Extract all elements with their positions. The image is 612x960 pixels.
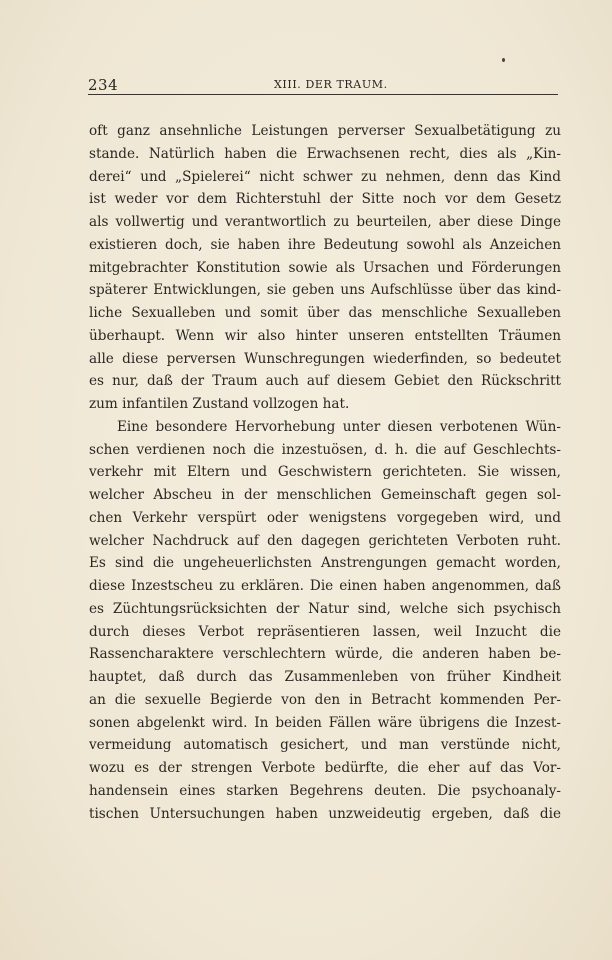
header-rule: [88, 94, 558, 95]
text-line: liche Sexualleben und somit über das menschliche Sexualleben: [89, 305, 561, 321]
text-line: oft ganz ansehnliche Leistungen perverser Sexualbetätigung zu: [89, 123, 561, 139]
text-line: diese Inzestscheu zu erklären. Die einen haben angenommen, daß: [89, 578, 561, 594]
text-line: existieren doch, sie haben ihre Bedeutung sowohl als Anzeichen: [89, 236, 561, 253]
page-number: 234: [88, 76, 119, 94]
text-line: welcher Nachdruck auf den dagegen gerichteten Verboten ruht.: [89, 532, 561, 549]
text-line: handensein eines starken Begehrens deuten. Die psychoanaly-: [89, 782, 561, 799]
text-line: es Züchtungsrücksichten der Natur sind, welche sich psychisch: [89, 600, 561, 617]
text-line: welcher Abscheu in der menschlichen Gemeinschaft gegen sol-: [89, 487, 561, 503]
body-text: [89, 120, 561, 825]
text-line: an die sexuelle Begierde von den in Betracht kommenden Per-: [89, 691, 561, 708]
running-title: XIII. DER TRAUM.: [274, 78, 388, 91]
text-line: sonen abgelenkt wird. In beiden Fällen wäre übrigens die Inzest-: [89, 714, 561, 731]
paragraph-first-line: Eine besondere Hervorhebung unter diesen verbotenen Wün-: [117, 418, 561, 435]
text-line: verkehr mit Eltern und Geschwistern gerichteten. Sie wissen,: [89, 464, 561, 481]
text-line: hauptet, daß durch das Zusammenleben von früher Kindheit: [89, 669, 561, 685]
text-line: tischen Untersuchungen haben unzweideutig ergeben, daß die: [89, 805, 561, 822]
text-line: mitgebrachter Konstitution sowie als Ursachen und Förderungen: [89, 259, 561, 276]
text-line: überhaupt. Wenn wir also hinter unseren entstellten Träumen: [89, 327, 561, 344]
text-line: schen verdienen noch die inzestuösen, d. h. die auf Geschlechts-: [89, 441, 561, 458]
paragraph-last-line: zum infantilen Zustand vollzogen hat.: [89, 396, 350, 412]
text-line: wozu es der strengen Verbote bedürfte, die eher auf das Vor-: [89, 760, 561, 776]
text-line: derei“ und „Spielerei“ nicht schwer zu nehmen, denn das Kind: [89, 168, 561, 185]
text-line: vermeidung automatisch gesichert, und man verstünde nicht,: [89, 737, 561, 754]
text-line: Es sind die ungeheuerlichsten Anstrengungen gemacht worden,: [89, 555, 561, 572]
text-line: Rassencharaktere verschlechtern würde, die anderen haben be-: [89, 646, 561, 663]
text-line: ist weder vor dem Richterstuhl der Sitte noch vor dem Gesetz: [89, 191, 561, 208]
text-line: chen Verkehr verspürt oder wenigstens vorgegeben wird, und: [89, 509, 561, 526]
text-line: als vollwertig und verantwortlich zu beurteilen, aber diese Dinge: [89, 214, 561, 230]
text-line: späterer Entwicklungen, sie geben uns Aufschlüsse über das kind-: [89, 282, 561, 299]
text-line: durch dieses Verbot repräsentieren lassen, weil Inzucht die: [89, 623, 561, 640]
text-line: alle diese perversen Wunschregungen wiederfinden, so bedeutet: [89, 350, 561, 367]
text-line: es nur, daß der Traum auch auf diesem Gebiet den Rückschritt: [89, 373, 561, 390]
text-line: stande. Natürlich haben die Erwachsenen recht, dies als „Kin-: [89, 145, 561, 162]
page-header: [88, 72, 558, 96]
print-speck: [502, 58, 505, 62]
